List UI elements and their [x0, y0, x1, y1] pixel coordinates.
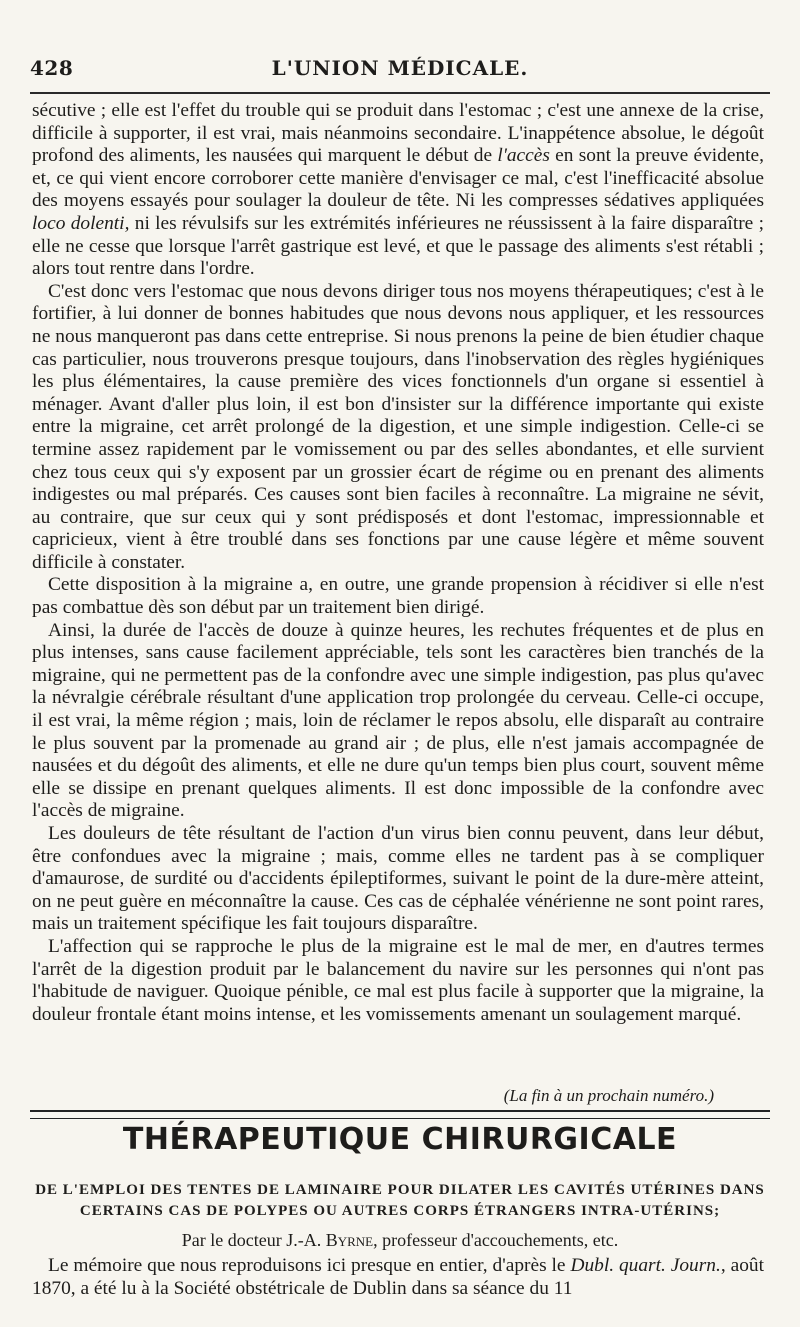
- article-intro: [32, 1255, 764, 1300]
- paragraph: [32, 100, 764, 281]
- text-run: L'affection qui se rapproche le plus de la migraine est le mal de mer, en d'autres termes l'arrêt de la digestion produit par le balancement du navire sur les personnes qui n'ont pas l'habitude de naviguer. Quoique pénible, ce mal est plus facile à supporter que la migraine, la douleur frontale étant moins intense, et les vomissements amenant un soulagement marqué.: [32, 935, 764, 1025]
- section-heading: THÉRAPEUTIQUE CHIRURGICALE: [122, 1122, 678, 1157]
- italic-text: l'accès: [497, 145, 550, 167]
- byline: [30, 1230, 770, 1251]
- paragraph: [32, 281, 764, 575]
- page-header: [30, 56, 770, 86]
- text-run: ni les révulsifs sur les extrémités inférieures ne réussissent à la faire disparaître ; elle ne cesse que lorsque l'arrêt gastrique est levé, et que le passage des aliments s'est rétabli ; alors tout rentre dans l'ordre.: [32, 212, 764, 280]
- text-run: C'est donc vers l'estomac que nous devons diriger tous nos moyens thérapeutiques; c'est à le fortifier, à lui donner de bonnes habitudes que nous devons nous appliquer, et les ressources ne nous manqueront pas dans cette entreprise. Si nous prenons la peine de bien étudier chaque cas particulier, nous trouverons presque toujours, dans l'inobservation des règles hygiéniques les plus élémentaires, la cause première des vices fonctionnels d'un organe si essentiel à ménager. Avant d'aller plus loin, il est bon d'insister sur la différence importante qui existe entre la migraine, cet arrêt prolongé de la digestion, et une simple indigestion. Celle-ci se termine assez rapidement par le vomissement ou par des selles abondantes, et elle survient chez tous ceux qui s'y exposent par un grossier écart de régime ou en prenant des aliments indigestes ou mal préparés. Ces causes sont bien faciles à reconnaître. La migraine ne sévit, au contraire, que sur ceux qui y sont prédisposés et dont l'estomac, impressionnable et capricieux, vient à être troublé dans ses fonctions par une cause légère et même souvent difficile à constater.: [32, 280, 764, 573]
- article-title: DE L'EMPLOI DES TENTES DE LAMINAIRE POUR DILATER LES CAVITÉS UTÉRINES DANS CERTAINS CAS DE POLYPES OU AUTRES CORPS ÉTRANGERS INTRA-UTÉRINS;: [35, 1182, 765, 1219]
- text-run: , août 1870, a été lu à la Société obstétricale de Dublin dans sa séance du 11: [32, 1255, 764, 1299]
- text-run: sécutive ; elle est l'effet du trouble qui se produit dans l'estomac ; c'est une annexe de la crise, difficile à supporter, il est vrai, mais néanmoins secondaire. L'inappétence absolue, le dégoût profond des aliments, les nausées qui marquent le début de: [32, 100, 764, 167]
- author-name: Byrne: [325, 1230, 374, 1250]
- paragraph: [32, 574, 764, 619]
- text-run: Ainsi, la durée de l'accès de douze à quinze heures, les rechutes fréquentes et de plus en plus intenses, sans cause facilement appréciable, tels sont les caractères bien tranchés de la migraine, qui ne permettent pas de la confondre avec une simple indigestion, pas plus qu'avec la névralgie cérébrale résultant d'une application trop prolongée du cerveau. Celle-ci occupe, il est vrai, la même région ; mais, loin de réclamer le repos absolu, elle disparaît au contraire le plus souvent par la promenade au grand air ; de plus, elle n'est jamais accompagnée de nausées et du dégoût des aliments, et elle ne dure qu'un temps bien plus court, souvent même elle se dissipe en prenant quelques aliments. Il est donc impossible de la confondre avec l'accès de migraine.: [32, 619, 764, 822]
- byline-prefix: Par le docteur J.-A.: [181, 1230, 326, 1250]
- article-body: [32, 100, 764, 1026]
- paragraph: [32, 620, 764, 823]
- paragraph: [32, 823, 764, 936]
- text-run: Le mémoire que nous reproduisons ici presque en entier, d'après le: [48, 1255, 571, 1276]
- byline-suffix: , professeur d'accouchements, etc.: [373, 1230, 619, 1250]
- text-run: Les douleurs de tête résultant de l'action d'un virus bien connu peuvent, dans leur début, être confondues avec la migraine ; mais, comme elles ne tardent pas à se compliquer d'amaurose, de surdité ou d'accidents épileptiformes, suivant le point de la dure-mère atteint, on ne peut guère en méconnaître la cause. Ces cas de céphalée vénérienne ne sont point rares, mais un traitement spécifique les fait toujours disparaître.: [32, 823, 764, 935]
- text-run: Cette disposition à la migraine a, en outre, une grande propension à récidiver si elle n'est pas combattue dès son début par un traitement bien dirigé.: [32, 574, 764, 619]
- page-number: 428: [30, 56, 74, 80]
- intro-paragraph: [32, 1255, 764, 1300]
- header-rule: [30, 92, 770, 94]
- running-title: L'UNION MÉDICALE.: [271, 56, 529, 80]
- italic-text: Dubl. quart. Journ.: [570, 1255, 721, 1276]
- continuation-note: (La fin à un prochain numéro.): [503, 1086, 714, 1105]
- italic-text: loco dolenti,: [32, 212, 130, 234]
- text-run: en sont la preuve évidente, et, ce qui vient encore corroborer cette manière d'envisager ce mal, c'est l'inefficacité absolue des moyens essayés pour soulager la douleur de tête. Ni les compresses sédatives appliquées: [32, 145, 764, 212]
- section-divider: [30, 1110, 770, 1119]
- paragraph: [32, 936, 764, 1026]
